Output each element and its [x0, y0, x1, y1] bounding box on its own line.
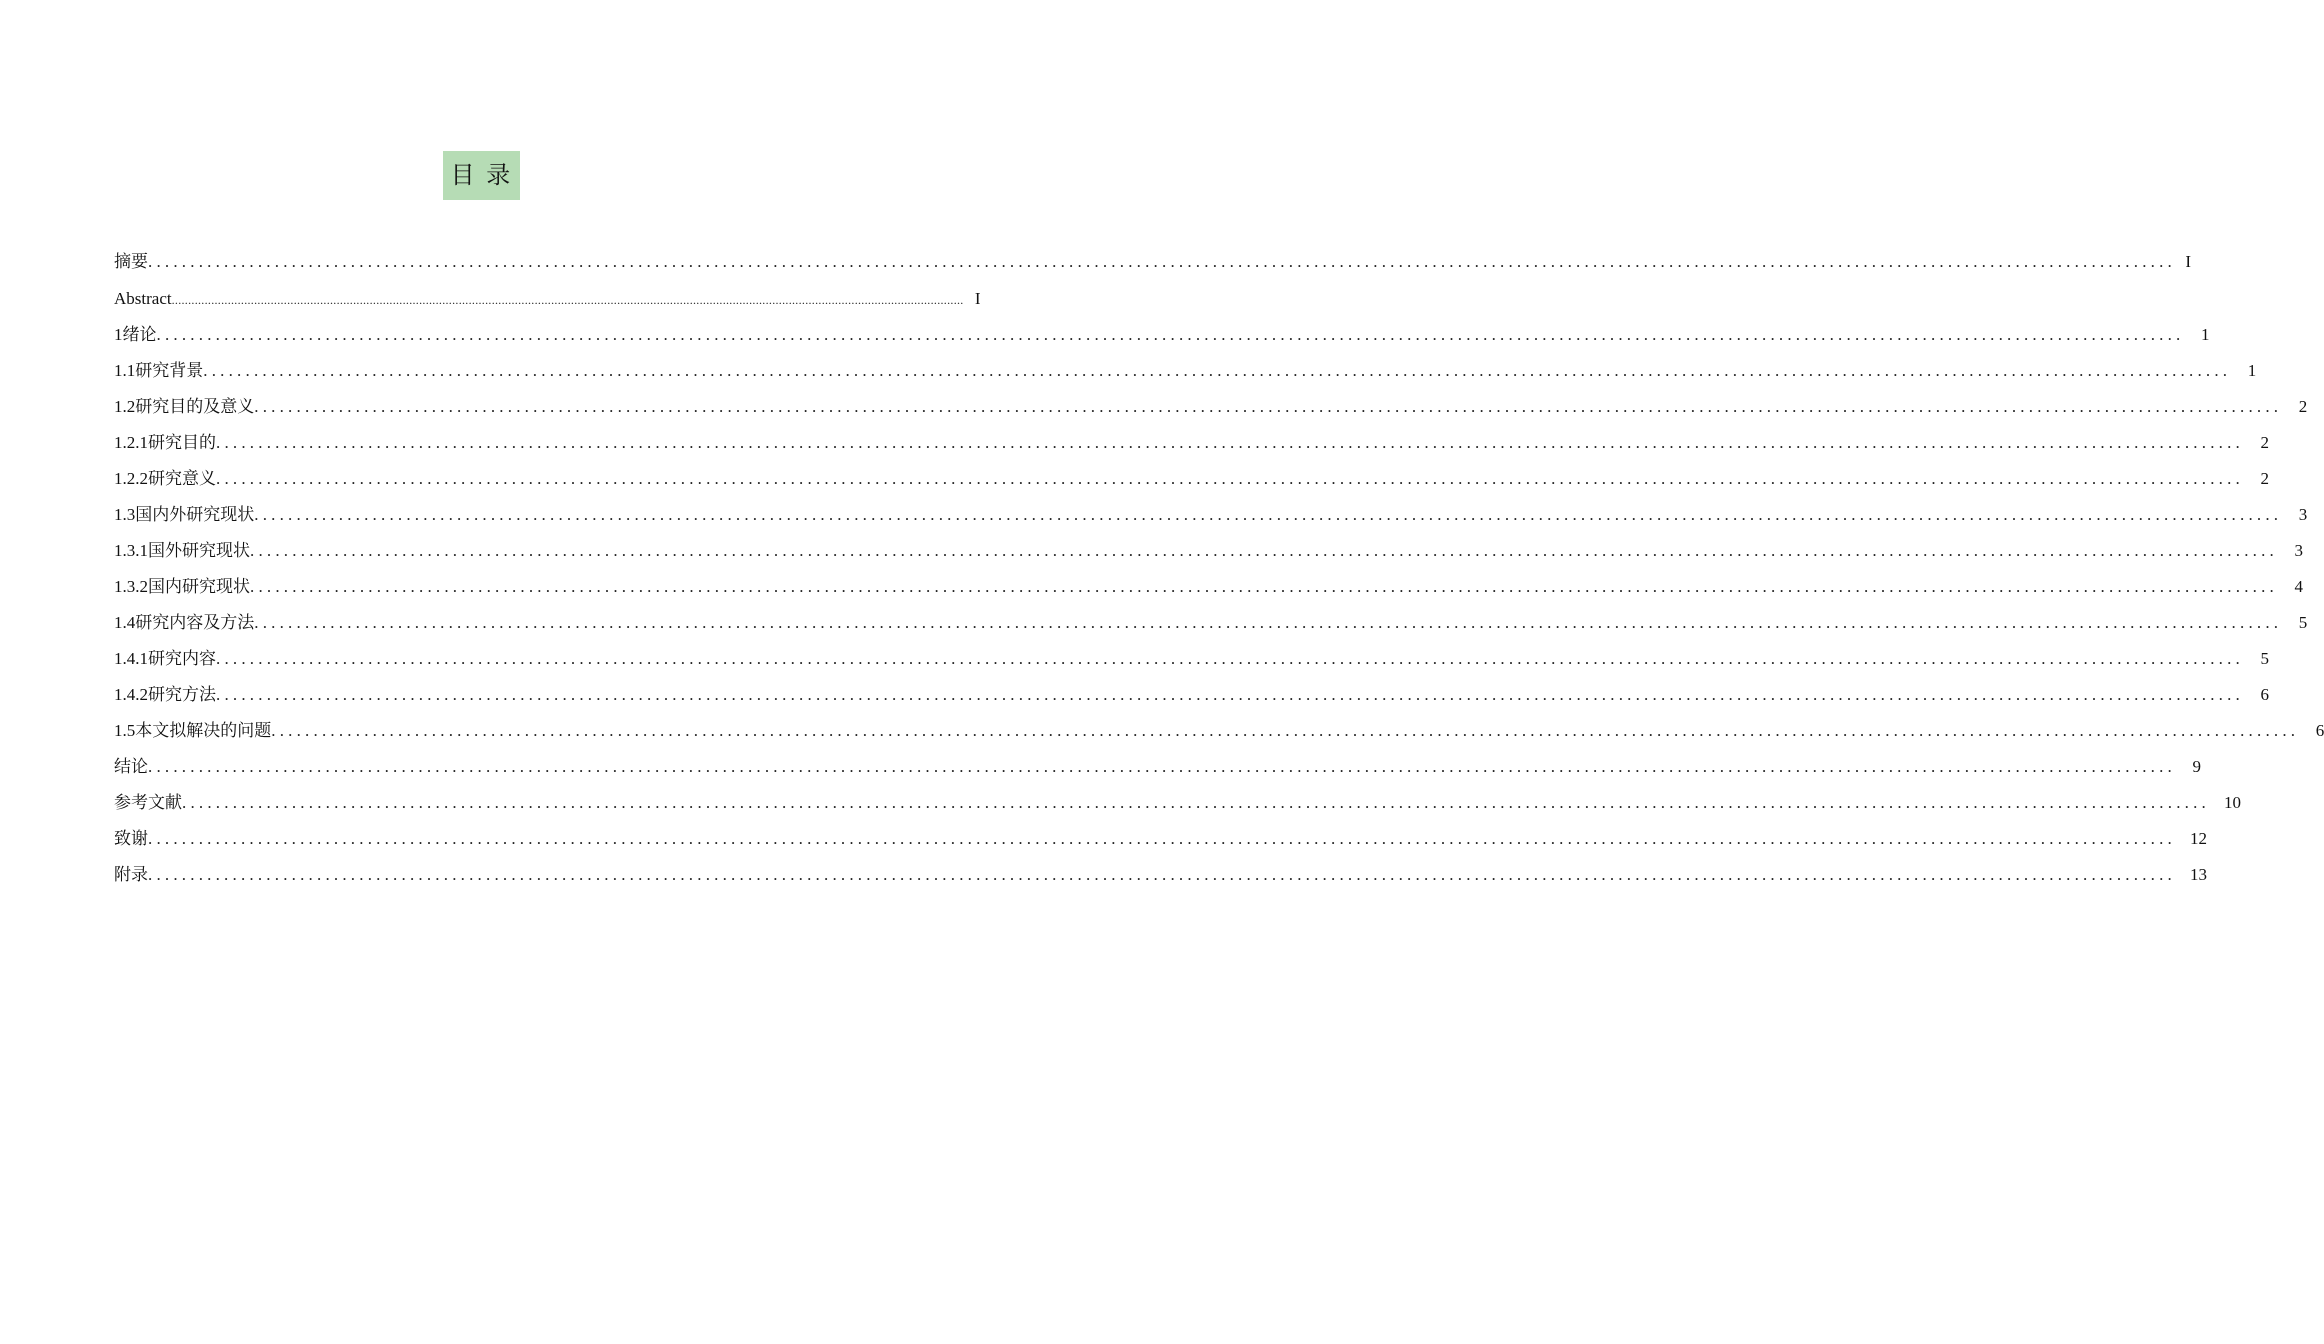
toc-entry-label: 附录 [114, 865, 148, 884]
toc-entry-label: 致谢 [114, 829, 148, 848]
toc-entry-1-1[interactable] [114, 353, 2257, 389]
toc-entry-page: 3 [2294, 541, 2303, 560]
dot-leader: ................................................................................................................................................................................................................................................ [203, 361, 2232, 380]
toc-entry-chapter-1[interactable] [114, 317, 2210, 353]
toc-entry-label: 本文拟解决的问题 [135, 721, 272, 740]
dot-leader: ................................................................................................................................................................................................................................................ [254, 397, 2283, 416]
toc-list [114, 243, 2324, 893]
toc-entry-page: 12 [2190, 829, 2207, 848]
toc-entry-page: 13 [2190, 865, 2207, 884]
toc-entry-page: 5 [2260, 649, 2269, 668]
toc-entry-1-4-2[interactable] [114, 677, 2269, 713]
toc-entry-label: Abstract [114, 289, 172, 308]
toc-entry-page: 6 [2260, 685, 2269, 704]
toc-entry-page: 3 [2298, 505, 2308, 524]
toc-entry-page: 10 [2224, 793, 2241, 812]
toc-entry-number: 1.3.2 [114, 577, 148, 596]
toc-entry-number: 1.3.1 [114, 541, 148, 560]
toc-entry-number: 1.5 [114, 721, 136, 740]
dot-leader: ................................................................................................................................................................................................................................................ [254, 613, 2283, 632]
dot-leader: ................................................................................................................................................................................................................................................ [171, 293, 964, 307]
toc-entry-page: 4 [2294, 577, 2303, 596]
dot-leader: ................................................................................................................................................................................................................................................ [156, 325, 2185, 344]
dot-leader: ................................................................................................................................................................................................................................................ [216, 649, 2244, 668]
toc-entry-1-2[interactable] [114, 389, 2308, 425]
toc-entry-abstract-en[interactable] [114, 281, 981, 317]
toc-entry-number: 1.4.1 [114, 649, 148, 668]
toc-entry-number: 1.4.2 [114, 685, 148, 704]
toc-entry-conclusion[interactable] [114, 749, 2201, 785]
toc-entry-1-2-1[interactable] [114, 425, 2269, 461]
toc-entry-label: 结论 [114, 757, 148, 776]
toc-entry-page: 2 [2260, 469, 2269, 488]
toc-entry-page: 1 [2201, 325, 2210, 344]
toc-entry-label: 研究内容及方法 [135, 613, 255, 632]
toc-entry-page: I [2185, 252, 2191, 271]
toc-entry-1-4[interactable] [114, 605, 2308, 641]
toc-entry-1-2-2[interactable] [114, 461, 2269, 497]
toc-entry-label: 绪论 [122, 325, 157, 344]
toc-entry-label: 国内研究现状 [148, 577, 250, 596]
toc-entry-page: 5 [2298, 613, 2308, 632]
toc-entry-1-4-1[interactable] [114, 641, 2269, 677]
toc-entry-number: 1.2.2 [114, 469, 148, 488]
dot-leader: ................................................................................................................................................................................................................................................ [216, 469, 2244, 488]
toc-entry-number: 1 [114, 325, 123, 344]
toc-entry-1-3-2[interactable] [114, 569, 2303, 605]
toc-entry-acknowledgements[interactable] [114, 821, 2207, 857]
toc-entry-page: I [974, 289, 981, 308]
toc-entry-references[interactable] [114, 785, 2241, 821]
toc-entry-label: 摘要 [114, 252, 148, 271]
dot-leader: ................................................................................................................................................................................................................................................ [250, 541, 2278, 560]
toc-entry-label: 研究背景 [135, 361, 204, 380]
toc-entry-label: 研究目的 [148, 433, 216, 452]
toc-entry-page: 2 [2298, 397, 2308, 416]
dot-leader: ................................................................................................................................................................................................................................................ [271, 721, 2300, 740]
toc-entry-1-3[interactable] [114, 497, 2308, 533]
dot-leader: ................................................................................................................................................................................................................................................ [148, 252, 2176, 271]
toc-entry-number: 1.3 [114, 505, 136, 524]
dot-leader: ................................................................................................................................................................................................................................................ [216, 433, 2244, 452]
dot-leader: ................................................................................................................................................................................................................................................ [148, 757, 2176, 776]
dot-leader: ................................................................................................................................................................................................................................................ [148, 865, 2176, 884]
dot-leader: ................................................................................................................................................................................................................................................ [254, 505, 2283, 524]
toc-entry-label: 参考文献 [114, 793, 182, 812]
toc-entry-number: 1.2 [114, 397, 136, 416]
toc-entry-abstract-cn[interactable] [114, 243, 2191, 281]
toc-entry-appendix[interactable] [114, 857, 2207, 893]
toc-entry-label: 国外研究现状 [148, 541, 250, 560]
toc-entry-label: 研究内容 [148, 649, 216, 668]
toc-entry-1-3-1[interactable] [114, 533, 2303, 569]
toc-entry-label: 国内外研究现状 [135, 505, 255, 524]
dot-leader: ................................................................................................................................................................................................................................................ [148, 829, 2176, 848]
toc-entry-label: 研究方法 [148, 685, 216, 704]
toc-entry-page: 6 [2315, 721, 2324, 740]
toc-entry-label: 研究目的及意义 [135, 397, 255, 416]
toc-entry-1-5[interactable] [114, 713, 2324, 749]
dot-leader: ................................................................................................................................................................................................................................................ [182, 793, 2210, 812]
toc-entry-page: 2 [2260, 433, 2269, 452]
toc-entry-page: 9 [2192, 757, 2201, 776]
toc-entry-number: 1.2.1 [114, 433, 148, 452]
toc-entry-label: 研究意义 [148, 469, 216, 488]
toc-entry-number: 1.1 [114, 361, 136, 380]
toc-title: 目 录 [450, 161, 513, 189]
toc-entry-page: 1 [2247, 361, 2257, 380]
dot-leader: ................................................................................................................................................................................................................................................ [250, 577, 2278, 596]
dot-leader: ................................................................................................................................................................................................................................................ [216, 685, 2244, 704]
toc-entry-number: 1.4 [114, 613, 136, 632]
